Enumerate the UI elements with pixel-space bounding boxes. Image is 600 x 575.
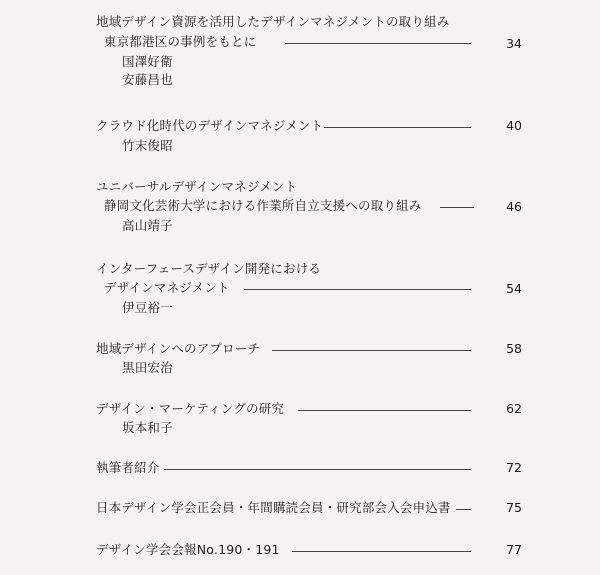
toc-entry-subtitle: 静岡文化芸術大学における作業所自立支援への取り組み	[104, 198, 422, 213]
toc-entry-author: 伊豆裕一	[122, 300, 173, 315]
toc-entry-author: 高山靖子	[122, 218, 173, 233]
leader-line	[244, 289, 471, 290]
toc-entry-title: 地域デザインへのアプローチ	[96, 341, 261, 356]
toc-entry-title: インターフェースデザイン開発における	[96, 261, 322, 276]
leader-line	[272, 350, 471, 351]
leader-line	[440, 207, 474, 208]
toc-entry-page: 58	[506, 341, 522, 356]
toc-entry-page: 77	[506, 542, 522, 557]
toc-entry-page: 34	[506, 36, 522, 51]
toc-entry-author: 竹末俊昭	[122, 138, 173, 153]
toc-entry-author: 安藤昌也	[122, 72, 173, 87]
leader-line	[285, 43, 471, 44]
toc-entry-title: 日本デザイン学会正会員・年間購読会員・研究部会入会申込書	[96, 500, 451, 515]
leader-line	[456, 509, 471, 510]
toc-entry-page: 62	[506, 401, 522, 416]
toc-entry-page: 54	[506, 281, 522, 296]
toc-entry-author: 国澤好衛	[122, 54, 173, 69]
toc-entry-page: 46	[506, 199, 522, 214]
leader-line	[324, 127, 471, 128]
leader-line	[292, 551, 471, 552]
toc-entry-author: 坂本和子	[122, 420, 173, 435]
toc-entry-title: デザイン学会会報No.190・191	[96, 542, 280, 557]
toc-entry-title: 地域デザイン資源を活用したデザインマネジメントの取り組み	[96, 14, 450, 29]
toc-entry-page: 40	[506, 118, 522, 133]
toc-entry-title: クラウド化時代のデザインマネジメント	[96, 118, 324, 133]
toc-entry-subtitle: デザインマネジメント	[104, 280, 230, 295]
toc-entry-title: ユニバーサルデザインマネジメント	[96, 179, 298, 194]
toc-entry-title: 執筆者紹介	[96, 460, 160, 475]
toc-entry-page: 75	[506, 500, 522, 515]
toc-entry-author: 黒田宏治	[122, 360, 173, 375]
toc-entry-page: 72	[506, 460, 522, 475]
toc-entry-title: デザイン・マーケティングの研究	[96, 401, 285, 416]
leader-line	[164, 469, 471, 470]
toc-entry-subtitle: 東京都港区の事例をもとに	[104, 34, 257, 49]
leader-line	[298, 410, 471, 411]
